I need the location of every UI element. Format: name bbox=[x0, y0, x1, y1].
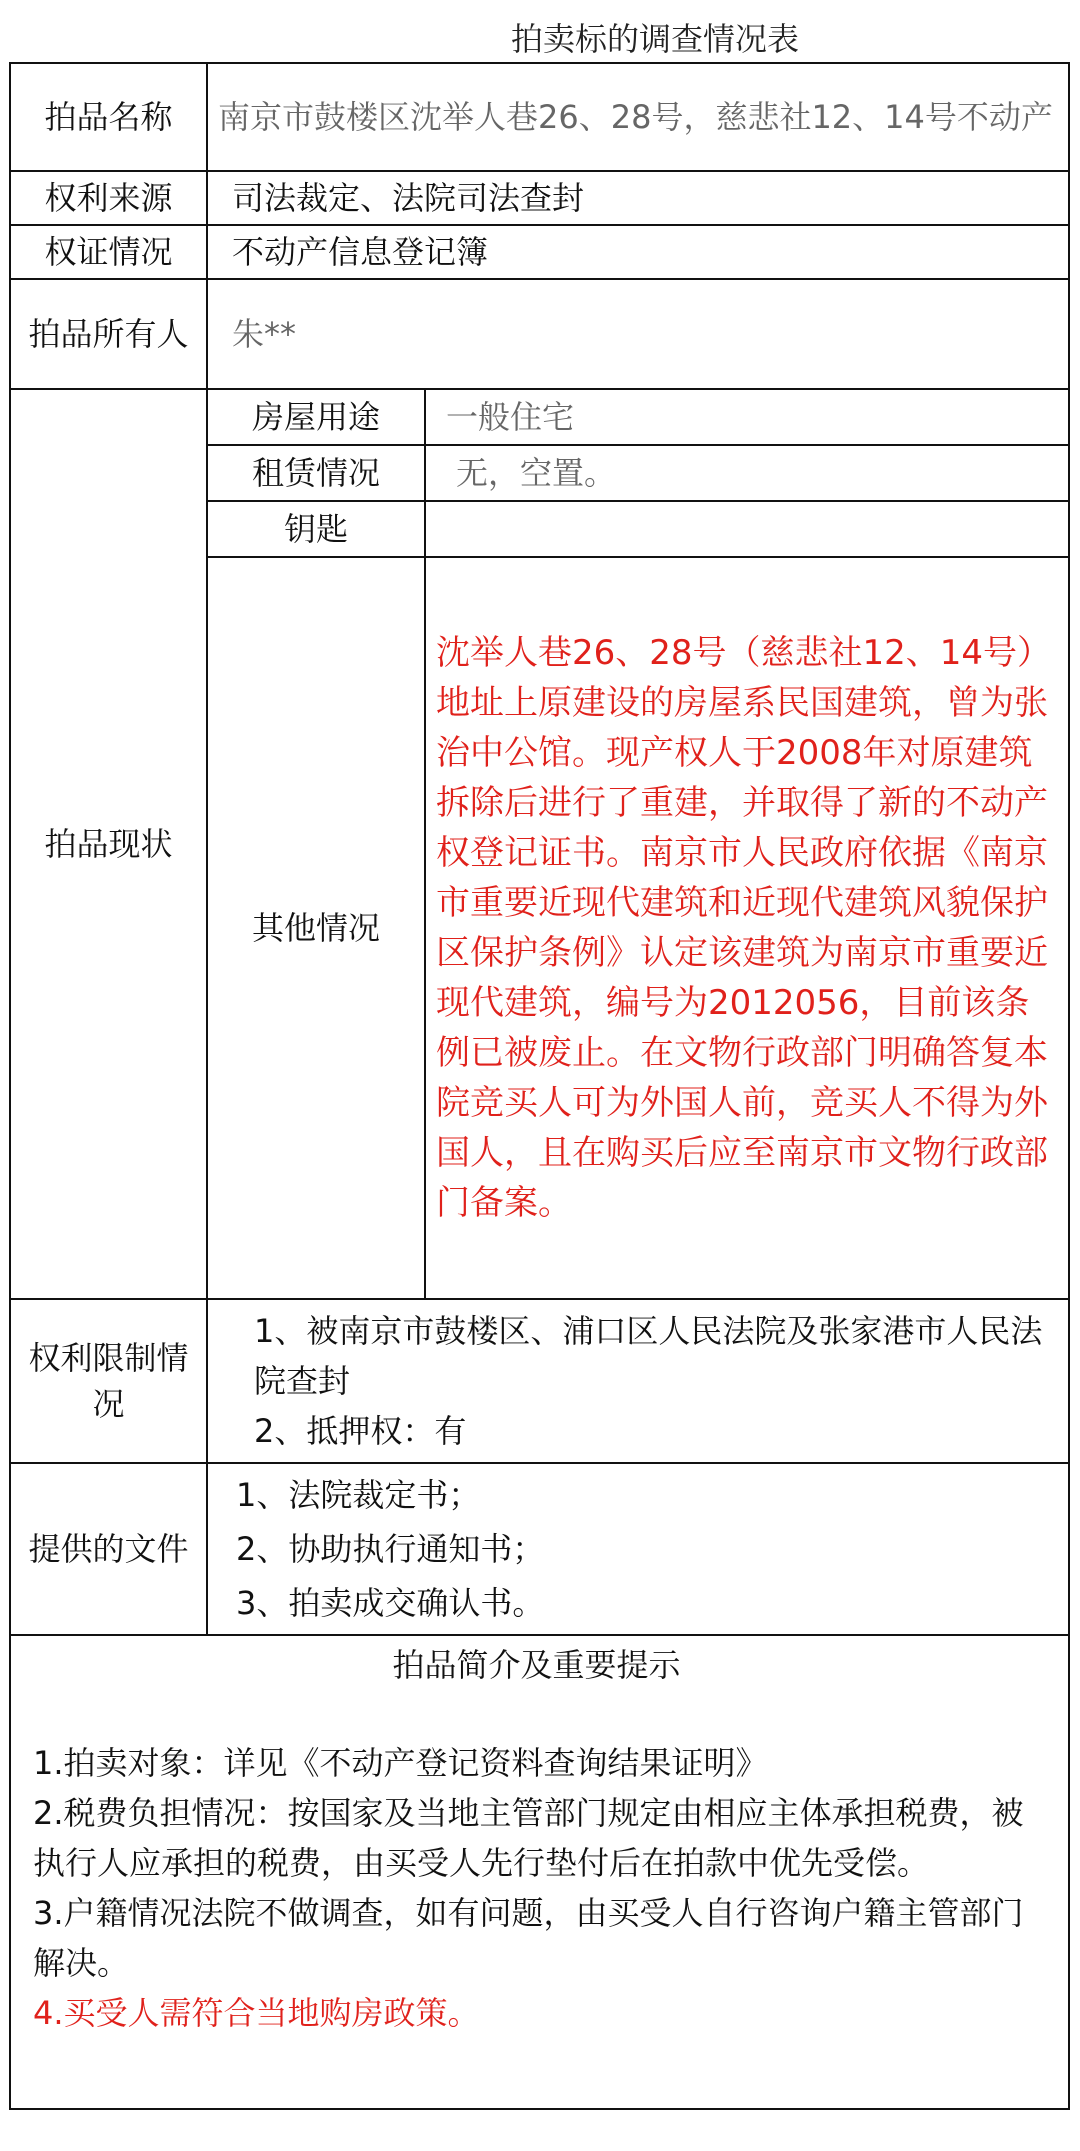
document-item-3: 3、拍卖成交确认书。 bbox=[236, 1584, 545, 1622]
documents-label: 提供的文件 bbox=[10, 1463, 207, 1635]
lease-value: 无，空置。 bbox=[425, 445, 1069, 501]
usage-value: 一般住宅 bbox=[425, 389, 1069, 445]
certificate-value: 不动产信息登记簿 bbox=[207, 225, 1069, 279]
document-item-2: 2、协助执行通知书； bbox=[236, 1530, 545, 1568]
right-source-label: 权利来源 bbox=[10, 171, 207, 225]
item-name-label: 拍品名称 bbox=[10, 63, 207, 171]
key-label: 钥匙 bbox=[207, 501, 425, 557]
restrictions-label: 权利限制情况 bbox=[10, 1299, 207, 1463]
notes-title: 拍品简介及重要提示 bbox=[392, 1646, 681, 1684]
auction-survey-table bbox=[9, 62, 1070, 2110]
row-usage bbox=[10, 389, 1069, 445]
owner-value: 朱** bbox=[207, 279, 1069, 389]
item-name-value: 南京市鼓楼区沈举人巷26、28号，慈悲社12、14号不动产 bbox=[207, 63, 1069, 171]
other-label: 其他情况 bbox=[207, 557, 425, 1299]
right-source-value: 司法裁定、法院司法查封 bbox=[207, 171, 1069, 225]
owner-label: 拍品所有人 bbox=[10, 279, 207, 389]
certificate-label: 权证情况 bbox=[10, 225, 207, 279]
row-right-source bbox=[10, 171, 1069, 225]
row-restrictions bbox=[10, 1299, 1069, 1463]
restrictions-value bbox=[207, 1299, 1069, 1463]
row-documents bbox=[10, 1463, 1069, 1635]
restriction-item-1: 1、被南京市鼓楼区、浦口区人民法院及张家港市人民法院查封 bbox=[254, 1312, 1043, 1400]
documents-value bbox=[207, 1463, 1069, 1635]
row-notes bbox=[10, 1635, 1069, 2109]
notes-cell bbox=[10, 1635, 1069, 2109]
lease-label: 租赁情况 bbox=[207, 445, 425, 501]
note-item-4: 4.买受人需符合当地购房政策。 bbox=[33, 1994, 480, 2032]
document-title: 拍卖标的调查情况表 bbox=[510, 20, 799, 58]
note-item-2: 2.税费负担情况：按国家及当地主管部门规定由相应主体承担税费，被执行人应承担的税费，由买受人先行垫付后在拍款中优先受偿。 bbox=[33, 1794, 1024, 1882]
note-item-1: 1.拍卖对象：详见《不动产登记资料查询结果证明》 bbox=[33, 1744, 768, 1782]
usage-label: 房屋用途 bbox=[207, 389, 425, 445]
other-value: 沈举人巷26、28号（慈悲社12、14号）地址上原建设的房屋系民国建筑，曾为张治中公馆。现产权人于2008年对原建筑拆除后进行了重建，并取得了新的不动产权登记证书。南京市人民政府依据《南京市重要近现代建筑和近现代建筑风貌保护区保护条例》认定该建筑为南京市重要近现代建筑，编号为2012056，目前该条例已被废止。在文物行政部门明确答复本院竞买人可为外国人前，竞买人不得为外国人，且在购买后应至南京市文物行政部门备案。 bbox=[425, 557, 1069, 1299]
row-item-name bbox=[10, 63, 1069, 171]
restriction-item-2: 2、抵押权：有 bbox=[254, 1412, 467, 1450]
row-certificate bbox=[10, 225, 1069, 279]
row-owner bbox=[10, 279, 1069, 389]
key-value bbox=[425, 501, 1069, 557]
document-item-1: 1、法院裁定书； bbox=[236, 1476, 481, 1514]
note-item-3: 3.户籍情况法院不做调查，如有问题，由买受人自行咨询户籍主管部门解决。 bbox=[33, 1894, 1024, 1982]
status-label: 拍品现状 bbox=[10, 389, 207, 1299]
